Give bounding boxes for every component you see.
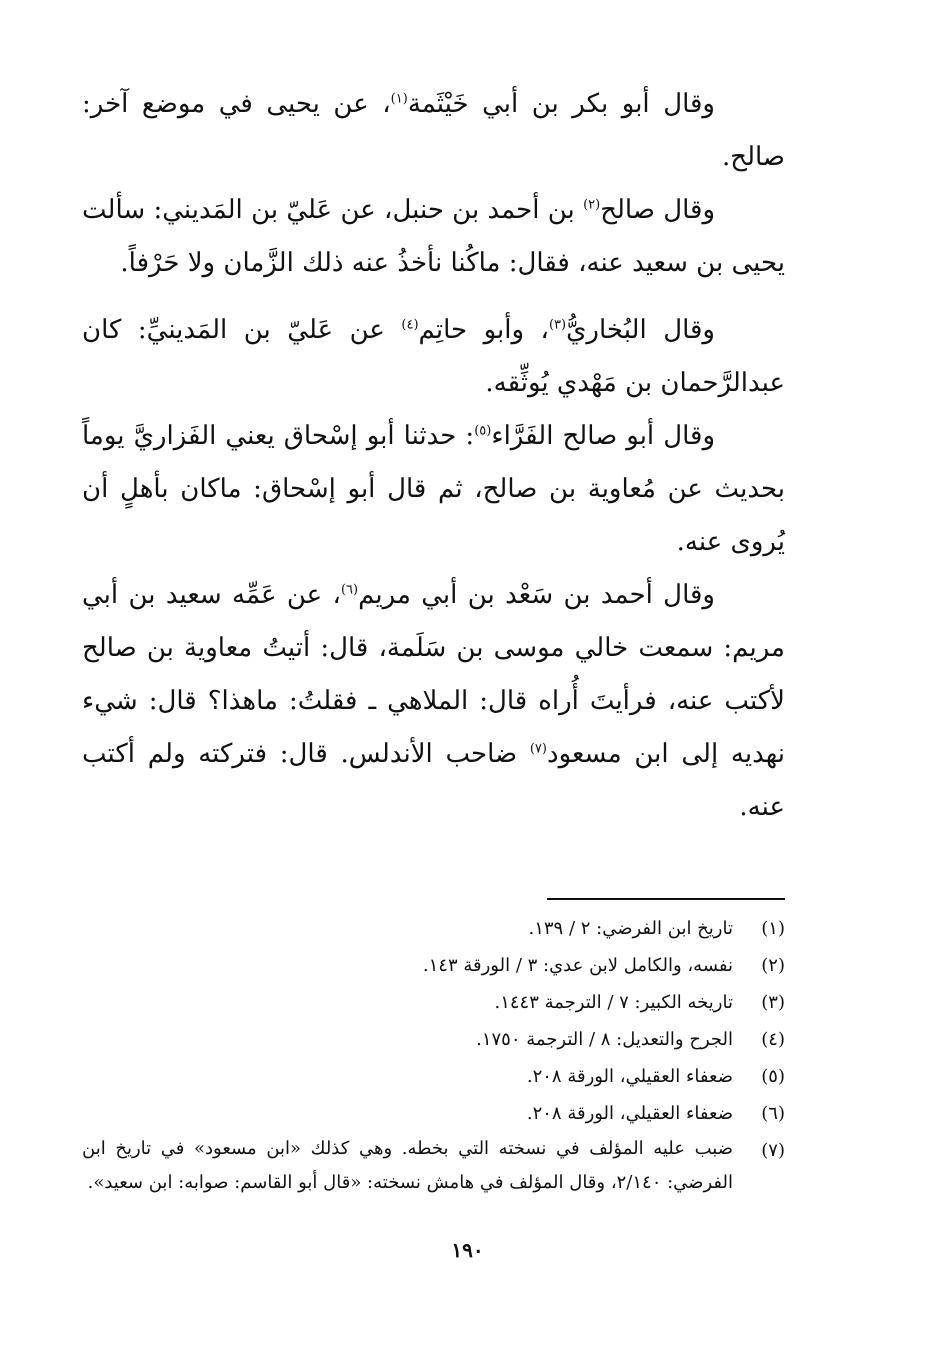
footnote-3 — [82, 984, 785, 1021]
footnote-text: ضبب عليه المؤلف في نسخته التي بخطه. وهي كذلك «ابن مسعود» في تاريخ ابن الفرضي: ٢/١٤٠، وقال المؤلف في هامش نسخته: «قال أبو القاسم: صوابه: ابن سعيد». — [82, 1138, 733, 1193]
footnotes — [82, 910, 785, 1200]
footnote-5 — [82, 1058, 785, 1095]
footnote-text: تاريخه الكبير: ٧ / الترجمة ١٤٤٣. — [494, 992, 733, 1013]
footnote-reference[interactable]: (٥) — [474, 423, 492, 439]
footnote-text: الجرح والتعديل: ٨ / الترجمة ١٧٥٠. — [476, 1029, 733, 1050]
footnote-reference[interactable]: (١) — [390, 91, 408, 107]
footnote-reference[interactable]: (٤) — [401, 317, 419, 333]
footnote-number: (٧) — [761, 1140, 785, 1161]
paragraph-text: بن أحمد بن حنبل، عن عَليّ بن المَديني: سألت يحيى بن سعيد عنه، فقال: ماكُنا نأخذُ عنه ذلك الزَّمان ولا حَرْفاً. — [82, 195, 785, 278]
footnote-reference[interactable]: (٦) — [340, 582, 359, 598]
footnote-4 — [82, 1021, 785, 1058]
paragraph-text: : حدثنا أبو إسْحاق يعني الفَزاريَّ يوماً بحديث عن مُعاوية بن صالح، ثم قال أبو إسْحاق: ماكان بأهلٍ أن يُروى عنه. — [82, 421, 785, 557]
footnote-1 — [82, 910, 785, 947]
paragraph-text: ، عن عَمِّه سعيد بن أبي مريم: سمعت خالي موسى بن سَلَمة، قال: أتيتُ معاوية بن صالح لأكتب عنه، فرأيتَ أُراه قال: الملاهي ـ فقلتُ: ماهذا؟ قال: شيء نهديه إلى ابن مسعود — [82, 580, 785, 769]
paragraph-text: ، وأبو حاتِم — [418, 315, 549, 345]
footnote-7 — [82, 1132, 785, 1200]
footnote-2 — [82, 947, 785, 984]
paragraph-3 — [82, 304, 785, 410]
paragraph-text: ، عن يحيى في موضع آخر: صالح. — [82, 89, 785, 172]
paragraph-4 — [82, 410, 785, 569]
paragraph-text: وقال أبو بكر بن أبي خَيْثَمة — [407, 89, 715, 119]
paragraph-text: وقال أبو صالح الفَرَّاء — [491, 421, 716, 451]
footnote-reference[interactable]: (٧) — [529, 741, 547, 757]
footnote-number: (٢) — [761, 955, 785, 976]
paragraph-text: عن عَليّ بن المَدينيِّ: كان عبدالرَّحمان بن مَهْدي يُوثِّقه. — [82, 315, 785, 398]
page-number: ١٩٠ — [451, 1238, 484, 1262]
footnote-separator — [547, 898, 785, 900]
footnote-reference[interactable]: (٣) — [548, 317, 567, 333]
paragraph-text: ضاحب الأندلس. قال: فتركته ولم أكتب عنه. — [82, 739, 785, 822]
footnote-number: (٣) — [761, 992, 785, 1013]
footnote-text: تاريخ ابن الفرضي: ٢ / ١٣٩. — [528, 918, 733, 939]
footnote-reference[interactable]: (٢) — [583, 197, 601, 213]
footnote-number: (٤) — [761, 1029, 785, 1050]
paragraph-text: وقال البُخاريُّ — [566, 315, 715, 345]
paragraph-text: وقال أحمد بن سَعْد بن أبي مريم — [358, 580, 715, 610]
footnote-number: (٥) — [761, 1066, 785, 1087]
footnote-text: ضعفاء العقيلي، الورقة ٢٠٨. — [526, 1066, 733, 1087]
footnote-6 — [82, 1095, 785, 1132]
paragraph-text: وقال صالح — [600, 195, 716, 225]
paragraph-1 — [82, 78, 785, 184]
footnote-number: (١) — [761, 918, 785, 939]
main-text — [82, 78, 785, 834]
paragraph-2 — [82, 184, 785, 290]
footnote-number: (٦) — [761, 1103, 785, 1124]
footnote-text: ضعفاء العقيلي، الورقة ٢٠٨. — [526, 1103, 733, 1124]
footnote-text: نفسه، والكامل لابن عدي: ٣ / الورقة ١٤٣. — [422, 955, 733, 976]
paragraph-5 — [82, 569, 785, 834]
